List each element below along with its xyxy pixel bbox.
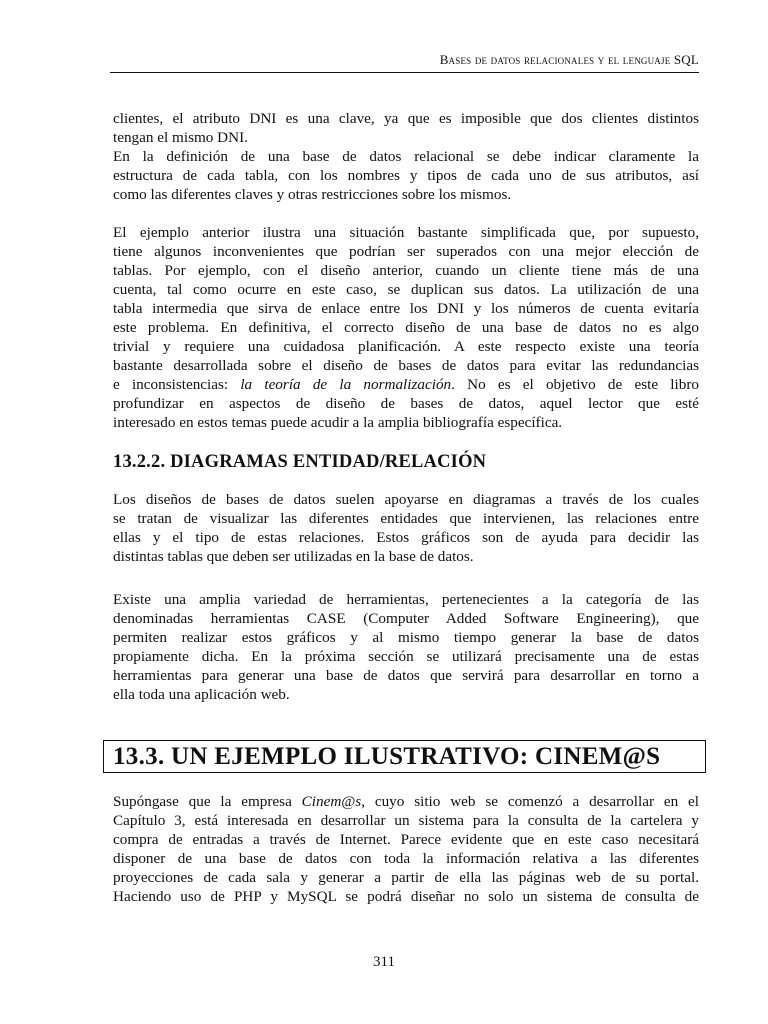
italic-company-name: Cinem@s — [301, 793, 362, 810]
text-line: clientes, el atributo DNI es una clave, ya que es imposible que dos clientes distintos — [113, 110, 699, 127]
text-line: En la definición de una base de datos relacional se debe indicar claramente la — [113, 148, 699, 165]
text-line: disponer de una base de datos con toda la información relativa a las diferentes — [113, 850, 699, 867]
text-line: distintas tablas que deben ser utilizadas en la base de datos. — [113, 548, 474, 565]
text-line: Haciendo uso de PHP y MySQL se podrá diseñar no solo un sistema de consulta de — [113, 888, 699, 905]
text-line: bastante desarrollada sobre el diseño de bases de datos para evitar las redundancias — [113, 357, 699, 374]
paragraph-case-tools — [113, 590, 699, 704]
text-line: cuenta, tal como ocurre en este caso, se duplican sus datos. La utilización de una — [113, 281, 699, 298]
paragraph-simplified-example — [113, 223, 699, 432]
text-line: Existe una amplia variedad de herramientas, pertenecientes a la categoría de las — [113, 591, 699, 608]
text-line: Los diseños de bases de datos suelen apoyarse en diagramas a través de los cuales — [113, 491, 699, 508]
text-line: tiene algunos inconvenientes que podrían ser superados con una mejor elección de — [113, 243, 699, 260]
text-line: tabla intermedia que sirva de enlace entre los DNI y los números de cuenta evitaría — [113, 300, 699, 317]
text-line: herramientas para generar una base de datos que servirá para desarrollar en torno a — [113, 667, 699, 684]
text-line: interesado en estos temas puede acudir a la amplia bibliografía específica. — [113, 414, 563, 431]
paragraph-diagrams — [113, 490, 699, 566]
text-line: tablas. Por ejemplo, con el diseño anterior, cuando un cliente tiene más de una — [113, 262, 699, 279]
text-run: , cuyo sitio web se comenzó a desarrollar en el — [361, 793, 699, 810]
text-line: tengan el mismo DNI. — [113, 129, 248, 146]
text-line: compra de entradas a través de Internet. Parece evidente que en este caso necesitará — [113, 831, 699, 848]
text-line: ellas y el tipo de estas relaciones. Estos gráficos son de ayuda para decidir las — [113, 529, 699, 546]
text-line: profundizar en aspectos de diseño de bases de datos, aquel lector que esté — [113, 395, 699, 412]
text-line: permiten realizar estos gráficos y al mismo tiempo generar la base de datos — [113, 629, 699, 646]
text-line — [113, 792, 699, 811]
text-line: Capítulo 3, está interesada en desarrollar un sistema para la consulta de la cartelera y — [113, 812, 699, 829]
text-line: propiamente dicha. En la próxima sección se utilizará precisamente una de estas — [113, 648, 699, 665]
text-line: denominadas herramientas CASE (Computer Added Software Engineering), que — [113, 610, 699, 627]
paragraph-dni-key — [113, 109, 699, 204]
text-line — [113, 375, 699, 394]
paragraph-cinemas-intro — [113, 792, 699, 906]
text-line: este problema. En definitiva, el correcto diseño de una base de datos no es algo — [113, 319, 699, 336]
text-line: estructura de cada tabla, con los nombres y tipos de cada uno de sus atributos, así — [113, 167, 699, 184]
italic-term: la teoría de la normalización — [240, 376, 452, 393]
text-line: se tratan de visualizar las diferentes entidades que intervienen, las relaciones entre — [113, 510, 699, 527]
section-heading: 13.3. UN EJEMPLO ILUSTRATIVO: CINEM@S — [113, 743, 661, 770]
page-number: 311 — [373, 954, 395, 970]
text-line: trivial y requiere una cuidadosa planificación. A este respecto existe una teoría — [113, 338, 699, 355]
text-line: como las diferentes claves y otras restricciones sobre los mismos. — [113, 186, 512, 203]
text-line: proyecciones de cada sala y generar a partir de ella las páginas web de su portal. — [113, 869, 699, 886]
text-run: e inconsistencias: — [113, 376, 241, 393]
header-rule — [110, 72, 699, 73]
running-header: Bases de datos relacionales y el lenguaje SQL — [439, 52, 699, 67]
text-run: Supóngase que la empresa — [113, 793, 302, 810]
text-line: ella toda una aplicación web. — [113, 686, 290, 703]
text-line: El ejemplo anterior ilustra una situación bastante simplificada que, por supuesto, — [113, 224, 699, 241]
subsection-heading: 13.2.2. DIAGRAMAS ENTIDAD/RELACIÓN — [113, 452, 487, 472]
text-run: . No es el objetivo de este libro — [451, 376, 699, 393]
